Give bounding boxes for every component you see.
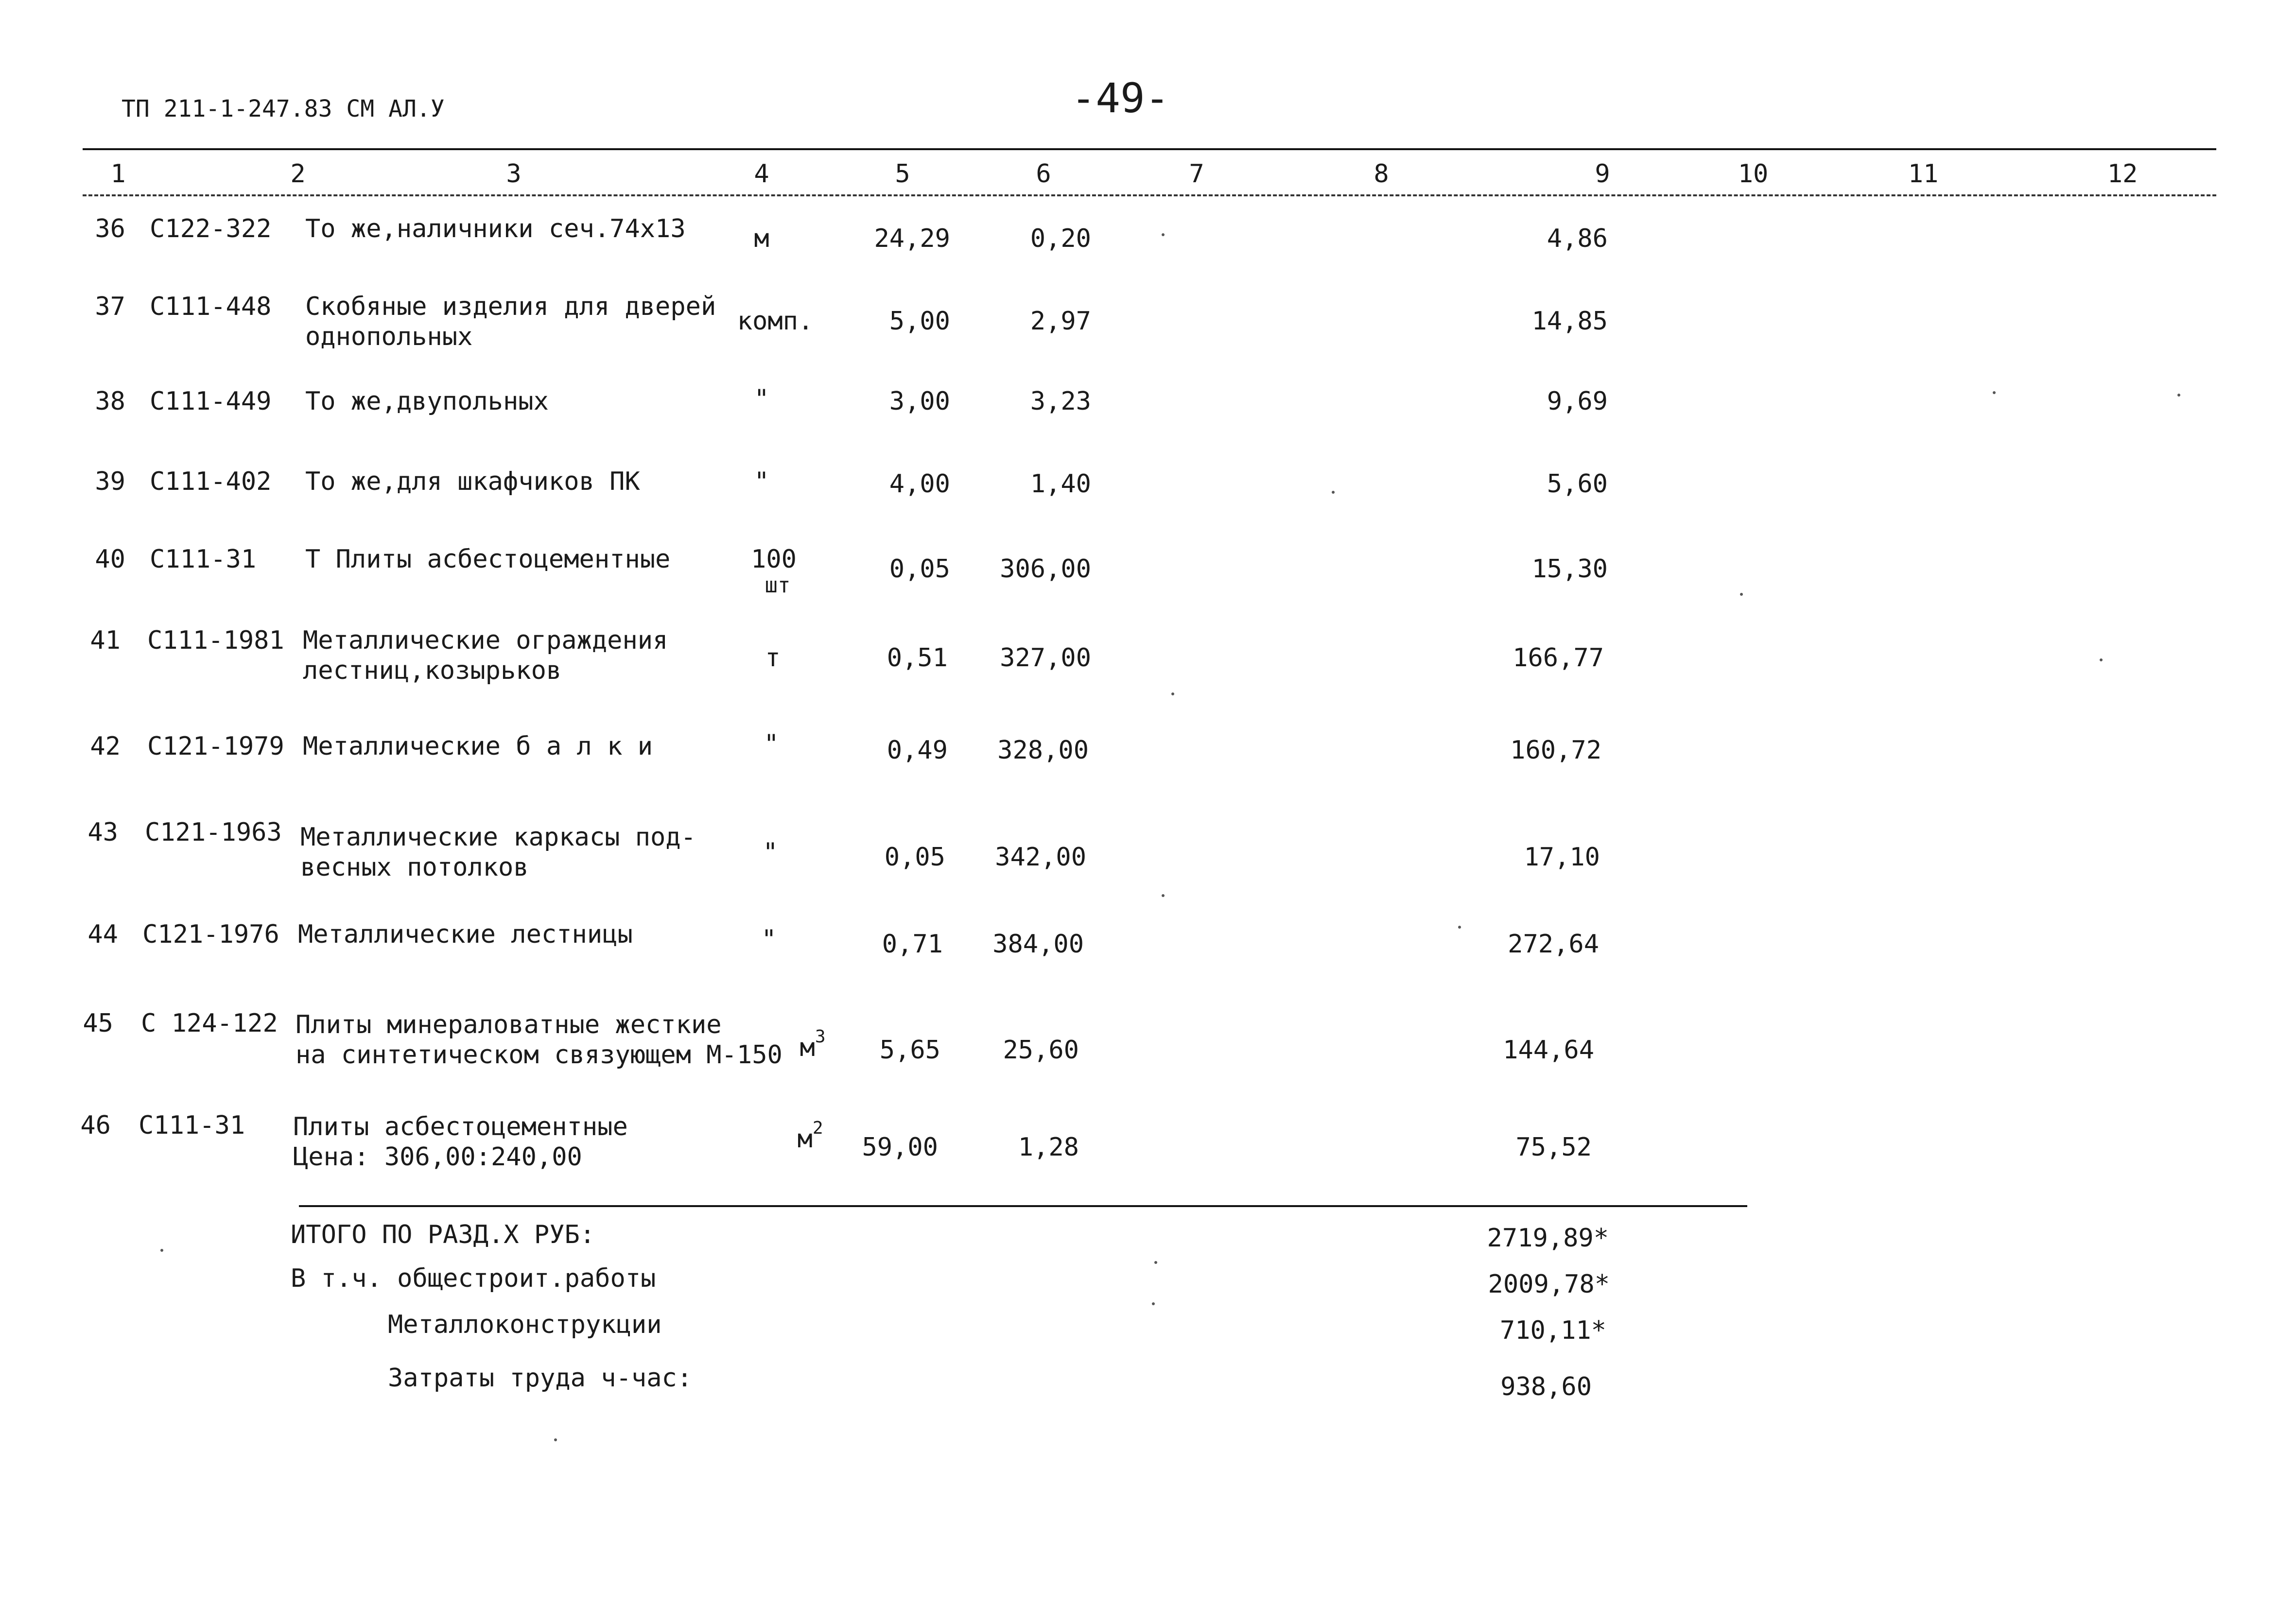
row-number: 39 [95, 467, 125, 496]
price-code: С111-402 [150, 467, 272, 496]
item-name-line: Скобяные изделия для дверей [305, 292, 716, 321]
row-number: 36 [95, 214, 125, 243]
item-name-line: весных потолков [300, 853, 529, 882]
price-code: С111-448 [150, 292, 272, 321]
row-number: 43 [87, 818, 118, 847]
price-code: С111-31 [139, 1111, 245, 1140]
column-header: 12 [2107, 159, 2138, 189]
ditto-mark: " [754, 467, 769, 496]
unit-price: 1,28 [1018, 1133, 1079, 1162]
total-cost: 9,69 [1547, 387, 1608, 416]
item-name-line: То же,наличники сеч.74x13 [305, 214, 686, 243]
unit: $м^2$ [797, 1118, 823, 1154]
column-header: 10 [1738, 159, 1769, 189]
price-code: С111-31 [150, 545, 257, 574]
ditto-mark: " [764, 729, 779, 759]
scan-speck [1171, 692, 1174, 695]
summary-value-metal-structures: 710,11* [1499, 1316, 1606, 1345]
row-number: 46 [80, 1111, 111, 1140]
price-code: С121-1963 [145, 818, 282, 847]
quantity: 3,00 [889, 387, 950, 416]
scan-speck [1993, 391, 1996, 394]
summary-value-general-construction: 2009,78* [1488, 1270, 1610, 1299]
item-name-line: на синтетическом связующем М-150 [296, 1040, 783, 1070]
price-code: С122-322 [150, 214, 272, 243]
unit-exponent: 2 [812, 1118, 823, 1138]
column-header: 9 [1595, 159, 1610, 189]
unit-price: 25,60 [1003, 1036, 1079, 1065]
item-name-line: однопольных [305, 322, 473, 351]
summary-label-metal-structures: Металлоконструкции [388, 1310, 662, 1339]
quantity: 0,49 [887, 736, 948, 765]
summary-label-general-construction: В т.ч. общестроит.работы [291, 1264, 656, 1293]
column-header: 7 [1189, 159, 1204, 189]
header-bottom-rule [83, 194, 2216, 196]
item-name-line: Плиты минераловатные жесткие [296, 1010, 722, 1039]
column-header: 2 [290, 159, 306, 189]
column-header: 4 [754, 159, 769, 189]
quantity: 0,05 [884, 843, 945, 872]
total-cost: 160,72 [1510, 736, 1601, 765]
quantity: 5,65 [879, 1036, 940, 1065]
unit-price: 342,00 [995, 843, 1086, 872]
total-cost: 272,64 [1508, 930, 1599, 959]
item-name-line: лестниц,козырьков [303, 656, 562, 685]
unit-price: 384,00 [992, 930, 1084, 959]
column-header: 6 [1036, 159, 1051, 189]
total-cost: 15,30 [1531, 554, 1608, 584]
unit-price: 3,23 [1030, 387, 1091, 416]
item-name-line: Металлические ограждения [303, 626, 668, 655]
row-number: 40 [95, 545, 125, 574]
item-name-line: То же,для шкафчиков ПК [305, 467, 640, 496]
scan-speck [1740, 593, 1743, 596]
quantity: 24,29 [874, 224, 950, 253]
total-cost: 4,86 [1547, 224, 1608, 253]
scan-speck [1154, 1261, 1157, 1264]
total-cost: 144,64 [1503, 1036, 1594, 1065]
page-number: -49- [1071, 74, 1170, 122]
unit-price: 2,97 [1030, 307, 1091, 336]
unit-line-2: шт [765, 573, 791, 598]
row-number: 44 [87, 920, 118, 949]
summary-value-labor-cost: 938,60 [1500, 1372, 1592, 1401]
summary-rule [299, 1205, 1747, 1207]
unit-price: 327,00 [1000, 643, 1091, 673]
scan-speck [2100, 658, 2103, 661]
unit-price: 0,20 [1030, 224, 1091, 253]
quantity: 59,00 [862, 1133, 938, 1162]
unit: т [765, 643, 781, 673]
scan-speck [1458, 926, 1461, 929]
total-cost: 14,85 [1531, 307, 1608, 336]
scan-speck [160, 1249, 163, 1252]
ditto-mark: " [754, 384, 769, 414]
price-code: С111-449 [150, 387, 272, 416]
scan-speck [1152, 1302, 1155, 1305]
total-cost: 166,77 [1513, 643, 1604, 673]
unit-price: 328,00 [997, 736, 1089, 765]
row-number: 45 [83, 1009, 113, 1038]
total-cost: 17,10 [1524, 843, 1600, 872]
row-number: 37 [95, 292, 125, 321]
price-code: С111-1981 [147, 626, 284, 655]
ditto-mark: " [761, 925, 777, 954]
unit: комп. [737, 307, 814, 336]
column-header: 1 [110, 159, 126, 189]
row-number: 38 [95, 387, 125, 416]
total-cost: 75,52 [1515, 1133, 1592, 1162]
item-name-line: Металлические каркасы под- [300, 823, 696, 852]
scan-speck [1162, 894, 1165, 897]
summary-label-labor-cost: Затраты труда ч-час: [388, 1364, 693, 1393]
scan-speck [1332, 491, 1335, 494]
item-name-line: Плиты асбестоцементные [293, 1112, 628, 1141]
scan-speck [554, 1438, 557, 1441]
quantity: 0,05 [889, 554, 950, 584]
ditto-mark: " [763, 838, 778, 867]
price-code: С 124-122 [141, 1009, 278, 1038]
summary-label-total: ИТОГО ПО РАЗД.Х РУБ: [291, 1220, 595, 1249]
quantity: 5,00 [889, 307, 950, 336]
unit-price: 306,00 [1000, 554, 1091, 584]
column-header: 3 [506, 159, 522, 189]
item-name-line: Металлические лестницы [298, 920, 633, 949]
quantity: 0,71 [882, 930, 943, 959]
row-number: 41 [90, 626, 121, 655]
unit: м [754, 224, 769, 253]
total-cost: 5,60 [1547, 469, 1608, 499]
unit: $м^3$ [800, 1027, 826, 1062]
document-code: ТП 211-1-247.83 СМ АЛ.У [122, 95, 445, 122]
column-header: 8 [1374, 159, 1389, 189]
item-name-line: Т Плиты асбестоцементные [305, 545, 671, 574]
item-name-line: Металлические б а л к и [303, 732, 653, 761]
column-header: 11 [1908, 159, 1939, 189]
unit: 100 [751, 545, 797, 574]
header-top-rule [83, 148, 2216, 150]
row-number: 42 [90, 732, 121, 761]
unit-price: 1,40 [1030, 469, 1091, 499]
item-name-line: Цена: 306,00:240,00 [293, 1142, 582, 1172]
price-code: С121-1979 [147, 732, 284, 761]
scan-speck [1162, 233, 1165, 236]
quantity: 4,00 [889, 469, 950, 499]
price-code: С121-1976 [142, 920, 279, 949]
scan-speck [2177, 394, 2180, 397]
column-header: 5 [895, 159, 910, 189]
summary-value-total: 2719,89* [1487, 1224, 1609, 1253]
item-name-line: То же,двупольных [305, 387, 549, 416]
unit-exponent: 3 [815, 1027, 826, 1047]
quantity: 0,51 [887, 643, 948, 673]
